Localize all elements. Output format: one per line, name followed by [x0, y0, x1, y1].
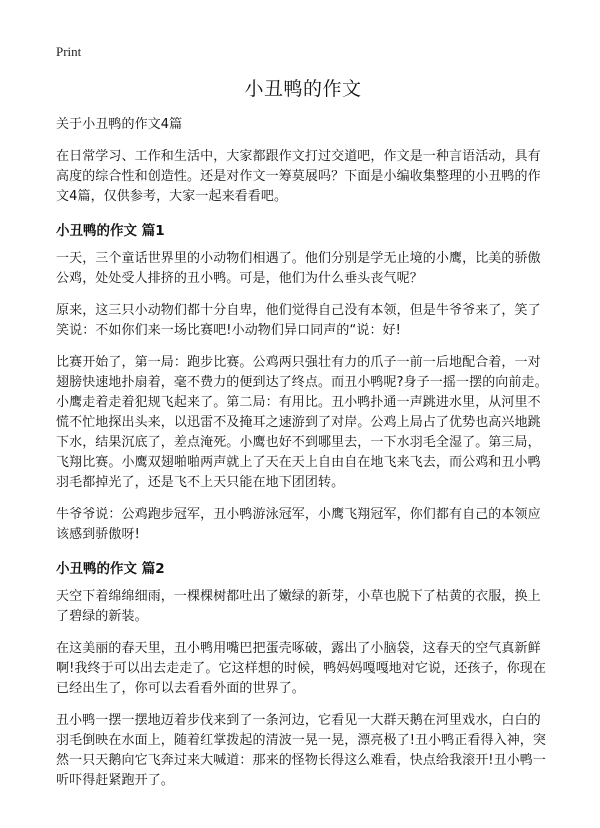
section-1-paragraph: 牛爷爷说：公鸡跑步冠军，丑小鸭游泳冠军，小鹰飞翔冠军，你们都有自己的本领应该感到骄傲呀!	[56, 507, 541, 542]
section-title-1: 小丑鸭的作文 篇1	[56, 223, 165, 239]
intro-paragraph: 在日常学习、工作和生活中，大家都跟作文打过交道吧，作文是一种言语活动，具有高度的综合性和创造性。还是对作文一筹莫展吗？下面是小编收集整理的小丑鸭的作文4篇，仅供参考，大家一起来看看吧。	[56, 149, 541, 204]
document-subtitle: 关于小丑鸭的作文4篇	[56, 117, 183, 132]
section-2-paragraph: 丑小鸭一摆一摆地迈着步伐来到了一条河边，它看见一大群天鹅在河里戏水，白白的羽毛倒映在水面上，随着红掌拨起的清波一晃一晃，漂亮极了!丑小鸭正看得入神，突然一只天鹅向它飞奔过来大喊道：那来的怪物长得这么难看，快点给我滚开!丑小鸭一听吓得赶紧跑开了。	[56, 713, 547, 788]
section-title-2: 小丑鸭的作文 篇2	[56, 561, 165, 577]
document-title: 小丑鸭的作文	[244, 78, 362, 100]
section-2-paragraph: 天空下着绵绵细雨，一棵棵树都吐出了嫩绿的新芽，小草也脱下了枯黄的衣服，换上了碧绿的新装。	[56, 589, 541, 624]
section-2-paragraph: 在这美丽的春天里，丑小鸭用嘴巴把蛋壳啄破，露出了小脑袋，这春天的空气真新鲜啊!我终于可以出去走走了。它这样想的时候，鸭妈妈嘎嘎地对它说，还孩子，你现在已经出生了，你可以去看看外面的世界了。	[56, 641, 547, 696]
section-1-paragraph: 一天，三个童话世界里的小动物们相遇了。他们分别是学无止境的小鹰，比美的骄傲公鸡，处处受人排挤的丑小鸭。可是，他们为什么垂头丧气呢？	[56, 251, 541, 286]
print-link[interactable]: Print	[56, 44, 82, 59]
document-page	[56, 44, 550, 803]
section-1-paragraph: 比赛开始了，第一局：跑步比赛。公鸡两只强壮有力的爪子一前一后地配合着，一对翅膀快速地扑扇着，毫不费力的便到达了终点。而丑小鸭呢?身子一摇一摆的向前走。小鹰走着走着犯规飞起来了。第二局：有用比。丑小鸭扑通一声跳进水里，从河里不慌不忙地探出头来，以迅雷不及掩耳之速游到了对岸。公鸡上局占了优势也高兴地跳下水，结果沉底了，差点淹死。小鹰也好不到哪里去，一下水羽毛全湿了。第三局，飞翔比赛。小鹰双翅啪啪两声就上了天在天上自由自在地飞来飞去，而公鸡和丑小鸭羽毛都掉光了，还是飞不上天只能在地下团团转。	[56, 355, 548, 490]
section-1-paragraph: 原来，这三只小动物们都十分自卑，他们觉得自己没有本领，但是牛爷爷来了，笑了笑说：不如你们来一场比赛吧!小动物们异口同声的“说：好!	[56, 303, 541, 338]
